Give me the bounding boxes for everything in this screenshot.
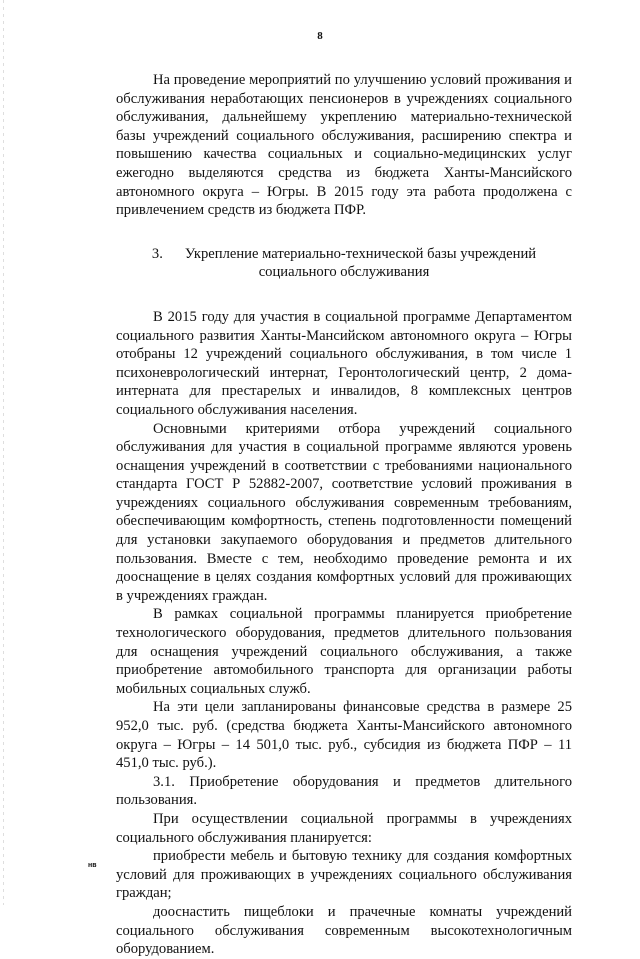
paragraph-intro: На проведение мероприятий по улучшению условий проживания и обслуживания неработающих пенсионеров в учреждениях социального обслуживания, дальнейшему укреплению материально-технической базы учреждений социального обслуживания, расширению спектра и повышению качества социальных и социально-медицинских услуг ежегодно выделяются средства из бюджета Ханты-Мансийского автономного округа – Югры. В 2015 году эта работа продолжена с привлечением средств из бюджета ПФР. [116,72,572,219]
list-item-equipment: дооснастить пищеблоки и прачечные комнаты учреждений социального обслуживания современным высокотехнологичным оборудованием. [116,903,572,958]
paragraph-plans: В рамках социальной программы планируется приобретение технологического оборудования, предметов длительного пользования для оснащения учреждений социального обслуживания, а также приобретение автомобильного транспорта для организации работы мобильных социальных служб. [116,606,572,697]
scan-edge [3,0,4,905]
page-number: 8 [317,30,323,42]
subsection-heading: 3.1. Приобретение оборудования и предметов длительного пользования. [116,773,572,809]
paragraph-criteria: Основными критериями отбора учреждений социального обслуживания для участия в социальной программе являются уровень оснащения учреждений в соответствии с требованиями национального стандарта ГОСТ Р 52882-2007, соответствие условий проживания в учреждениях социального обслуживания современным требованиям, обеспечивающим комфортность, степень подготовленности помещений для установки закупаемого оборудования и предметов длительного пользования. Вместе с тем, необходимо проведение ремонта и их дооснащение в целях создания комфортных условий для проживающих в учреждениях граждан. [116,420,572,604]
document-body [116,71,572,959]
section-number: 3. [151,245,163,262]
paragraph-planned: При осуществлении социальной программы в учреждениях социального обслуживания планируется: [116,810,572,846]
section-heading [116,245,572,282]
paragraph-funding: На эти цели запланированы финансовые средства в размере 25 952,0 тыс. руб. (средства бюджета Ханты-Мансийского автономного округа – Югры – 14 501,0 тыс. руб., субсидия из бюджета ПФР – 11 451,0 тыс. руб.). [116,699,572,772]
footer-mark: нв [88,862,97,869]
list-item-furniture: приобрести мебель и бытовую технику для создания комфортных условий для проживающих в учреждениях социального обслуживания граждан; [116,848,572,902]
paragraph-participants: В 2015 году для участия в социальной программе Департаментом социального развития Ханты-Мансийском автономного округа – Югры отобраны 12 учреждений социального обслуживания, в том числе 1 психоневрологический интернат, Геронтологический центр, 2 дома-интерната для престарелых и инвалидов, 8 комплексных центров социального обслуживания населения. [116,308,572,418]
section-title: Укрепление материально-технической базы учреждений социального обслуживания [184,245,537,281]
